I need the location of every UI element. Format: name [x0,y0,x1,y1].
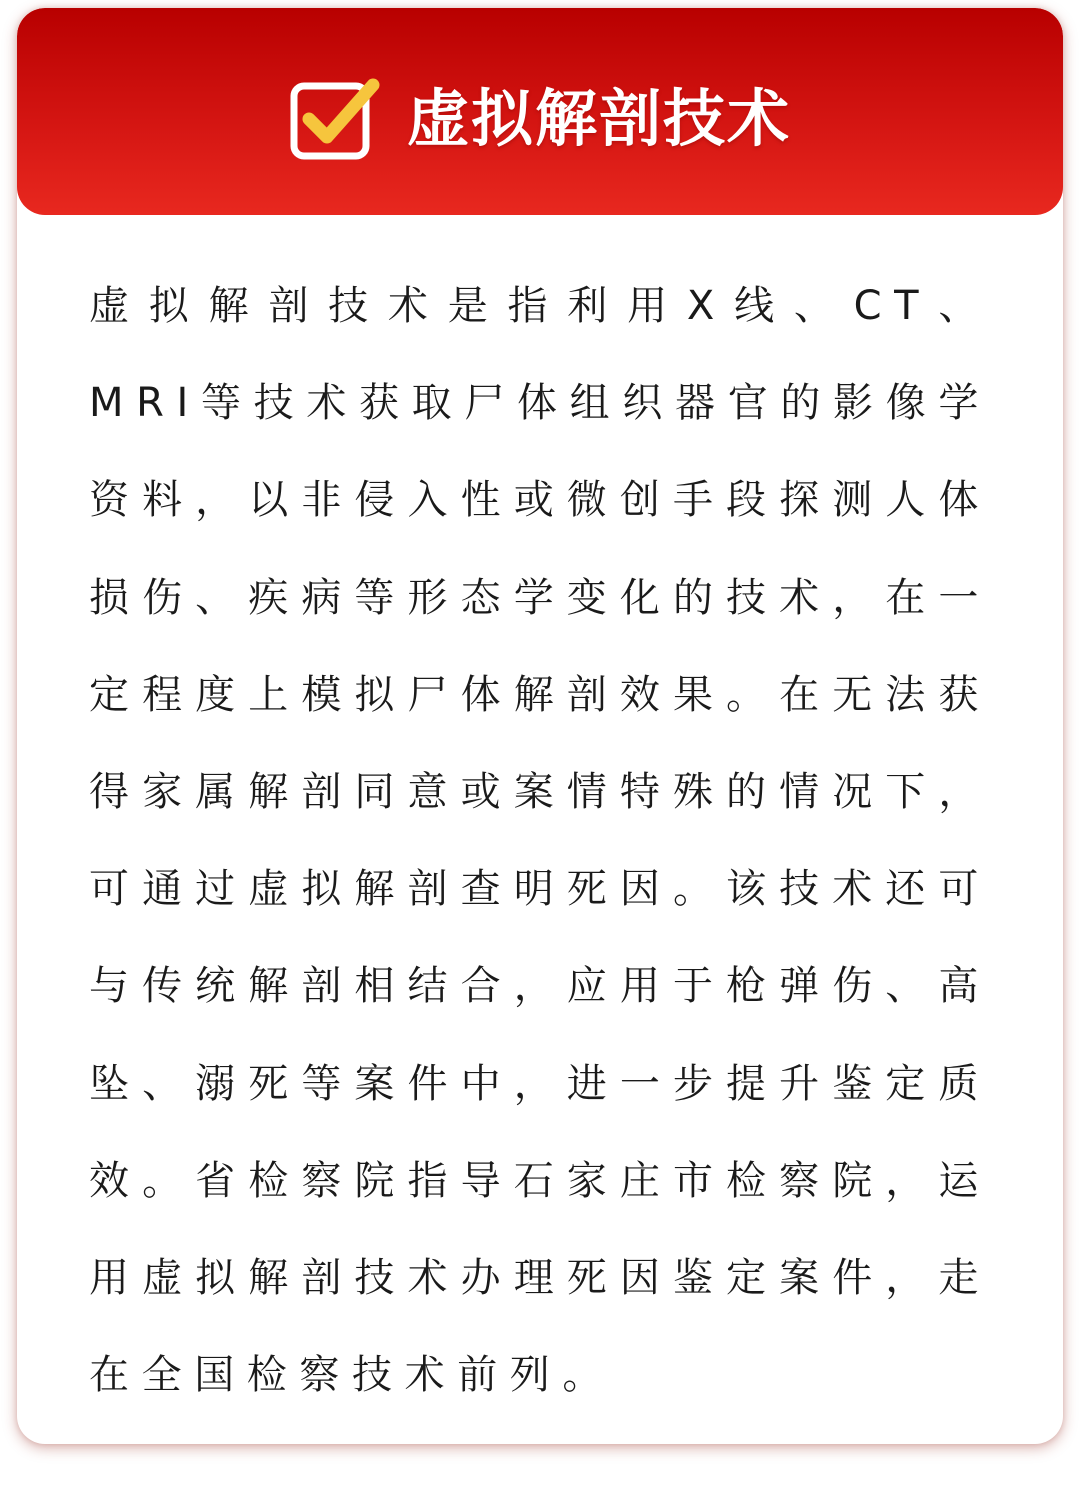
card-header [17,8,1063,215]
card-title: 虚拟解剖技术 [406,82,791,155]
header-content [17,8,1063,215]
body-paragraph: 虚拟解剖技术是指利用X线、CT、MRI等技术获取尸体组织器官的影像学资料，以非侵入性或微创手段探测人体损伤、疾病等形态学变化的技术，在一定程度上模拟尸体解剖效果。在无法获得家属解剖同意或案情特殊的情况下，可通过虚拟解剖查明死因。该技术还可与传统解剖相结合，应用于枪弹伤、高坠、溺死等案件中，进一步提升鉴定质效。省检察院指导石家庄市检察院，运用虚拟解剖技术办理死因鉴定案件，走在全国检察技术前列。 [89,283,991,1399]
checkbox-check-icon [289,75,381,161]
info-card [17,8,1063,1444]
